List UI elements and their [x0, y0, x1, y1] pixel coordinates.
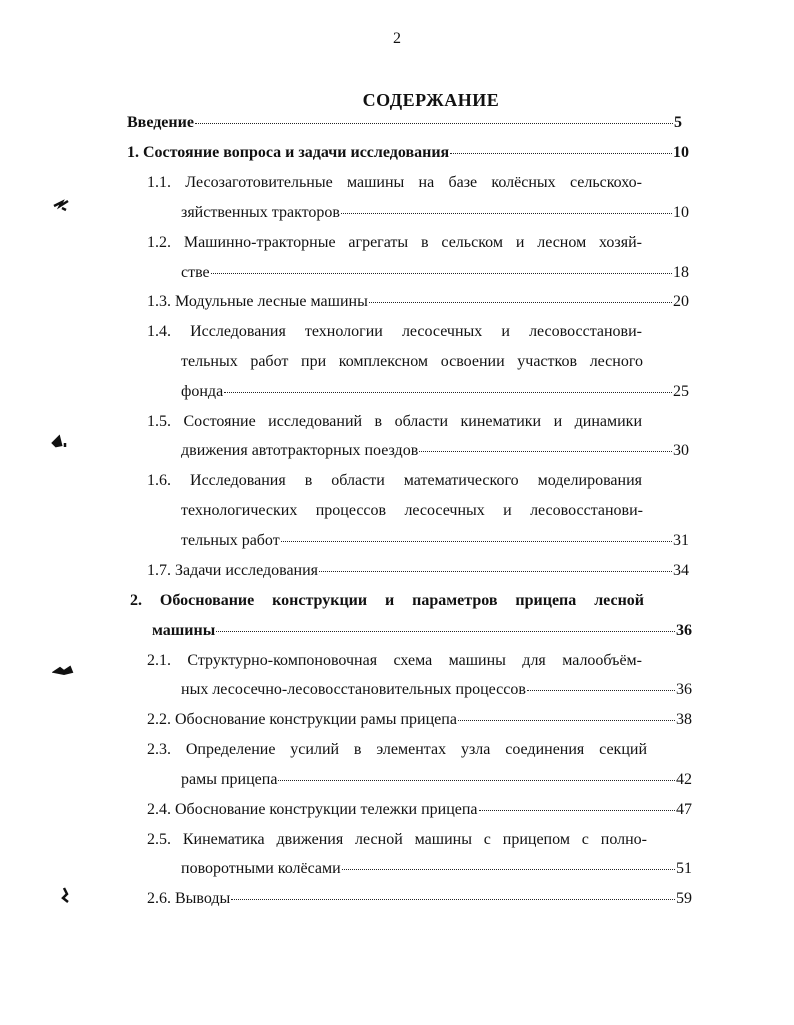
scan-mark [50, 433, 70, 451]
toc-entry-title: 1.7. Задачи исследования [147, 562, 319, 579]
toc-entry-page: 20 [673, 293, 689, 310]
dot-leader [319, 571, 672, 572]
toc-entry-1-7 [147, 560, 689, 582]
scan-mark [58, 886, 74, 906]
toc-entry-title: 1.3. Модульные лесные машины [147, 293, 368, 310]
toc-entry-1-4 [181, 381, 689, 403]
dot-leader [479, 810, 675, 811]
toc-entry-page: 18 [673, 264, 689, 281]
toc-entry-title: фонда [181, 383, 224, 400]
toc-entry-page: 10 [673, 144, 689, 161]
toc-entry-1-4-line1: 1.4. Исследования технологии лесосечных и лесовосстанови- [147, 323, 642, 340]
scan-mark [52, 664, 74, 678]
toc-entry-chapter-1 [127, 142, 689, 164]
toc-entry-page: 5 [674, 114, 682, 131]
toc-entry-page: 42 [676, 771, 692, 788]
page-number: 2 [393, 30, 401, 47]
dot-leader [450, 153, 672, 154]
toc-entry-intro [127, 112, 682, 134]
toc-entry-title: поворотными колёсами [181, 860, 341, 877]
toc-entry-title: ных лесосечно-лесовосстановительных процессов [181, 681, 526, 698]
toc-entry-title: стве [181, 264, 210, 281]
dot-leader [527, 690, 675, 691]
dot-leader [231, 899, 675, 900]
toc-entry-2-1-line1: 2.1. Структурно-компоновочная схема машины для малообъём- [147, 652, 642, 669]
toc-entry-page: 36 [676, 681, 692, 698]
toc-entry-1-5 [181, 440, 689, 462]
toc-entry-title: машины [152, 622, 216, 639]
toc-entry-page: 34 [673, 562, 689, 579]
page-title: СОДЕРЖАНИЕ [362, 90, 500, 110]
dot-leader [458, 720, 675, 721]
toc-entry-1-1 [181, 202, 689, 224]
dot-leader [216, 631, 675, 632]
toc-entry-1-3 [147, 291, 689, 313]
dot-leader [369, 302, 672, 303]
toc-entry-title: движения автотракторных поездов [181, 442, 419, 459]
toc-entry-1-6-line1: 1.6. Исследования в области математического моделирования [147, 472, 642, 489]
toc-entry-1-2 [181, 262, 689, 284]
toc-entry-2-5 [181, 858, 692, 880]
dot-leader [278, 780, 675, 781]
toc-entry-2-6 [147, 888, 692, 910]
toc-entry-1-4-line2: тельных работ при комплексном освоении участков лесного [181, 353, 643, 370]
dot-leader [211, 273, 672, 274]
toc-entry-chapter-2 [152, 620, 692, 642]
toc-entry-title: рамы прицепа [181, 771, 278, 788]
toc-entry-2-5-line1: 2.5. Кинематика движения лесной машины с прицепом с полно- [147, 831, 647, 848]
toc-entry-page: 30 [673, 442, 689, 459]
toc-entry-1-6-line2: технологических процессов лесосечных и лесовосстанови- [181, 502, 643, 519]
dot-leader [195, 123, 673, 124]
dot-leader [419, 451, 672, 452]
toc-entry-page: 31 [673, 532, 689, 549]
toc-entry-page: 25 [673, 383, 689, 400]
toc-entry-page: 36 [676, 622, 692, 639]
dot-leader [224, 392, 672, 393]
toc-entry-page: 47 [676, 801, 692, 818]
toc-entry-title: тельных работ [181, 532, 280, 549]
toc-entry-1-2-line1: 1.2. Машинно-тракторные агрегаты в сельском и лесном хозяй- [147, 234, 642, 251]
scan-mark [52, 198, 74, 214]
toc-entry-title: зяйственных тракторов [181, 204, 340, 221]
toc-entry-1-5-line1: 1.5. Состояние исследований в области кинематики и динамики [147, 413, 642, 430]
toc-entry-title: Введение [127, 114, 194, 131]
dot-leader [341, 213, 672, 214]
toc-entry-title: 2.6. Выводы [147, 890, 231, 907]
toc-entry-2-4 [147, 799, 692, 821]
toc-entry-page: 38 [676, 711, 692, 728]
toc-entry-1-1-line1: 1.1. Лесозаготовительные машины на базе колёсных сельскохо- [147, 174, 642, 191]
toc-entry-page: 59 [676, 890, 692, 907]
dot-leader [281, 541, 672, 542]
toc-entry-title: 1. Состояние вопроса и задачи исследования [127, 144, 450, 161]
dot-leader [342, 869, 675, 870]
toc-entry-2-3 [181, 769, 692, 791]
toc-entry-1-6 [181, 530, 689, 552]
toc-entry-title: 2.4. Обоснование конструкции тележки прицепа [147, 801, 478, 818]
toc-entry-chapter-2-line1: 2. Обоснование конструкции и параметров прицепа лесной [130, 592, 644, 609]
toc-entry-page: 51 [676, 860, 692, 877]
toc-entry-2-1 [181, 679, 692, 701]
toc-entry-2-3-line1: 2.3. Определение усилий в элементах узла соединения секций [147, 741, 647, 758]
toc-entry-page: 10 [673, 204, 689, 221]
toc-entry-2-2 [147, 709, 692, 731]
toc-entry-title: 2.2. Обоснование конструкции рамы прицепа [147, 711, 457, 728]
